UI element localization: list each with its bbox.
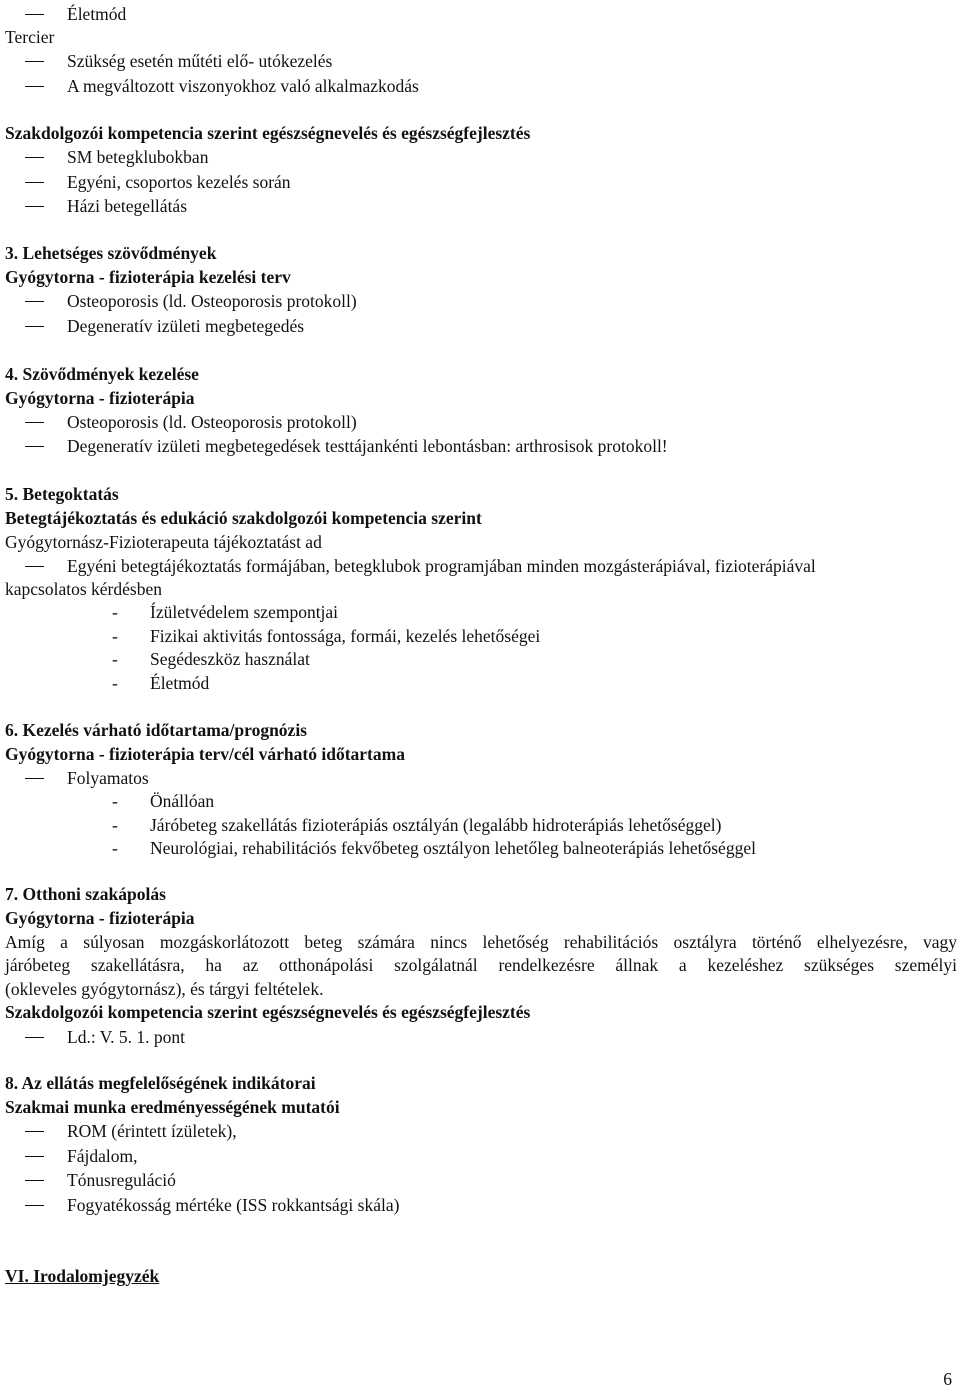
list-dash — [25, 326, 44, 327]
heading: Szakdolgozói kompetencia szerint egészségnevelés és egészségfejlesztés — [5, 123, 531, 143]
section-heading-5: 5. Betegoktatás — [5, 484, 119, 504]
list-dash — [25, 61, 44, 62]
section-subheading: Gyógytorna - fizioterápia kezelési terv — [5, 267, 291, 287]
list-dash — [25, 422, 44, 423]
list-item: Fájdalom, — [67, 1146, 138, 1166]
list-item: Tónusreguláció — [67, 1170, 176, 1190]
sublist-hyphen: - — [112, 649, 118, 669]
list-dash — [25, 86, 44, 87]
list-dash — [25, 206, 44, 207]
list-dash — [25, 1037, 44, 1038]
list-item: Degeneratív izületi megbetegedések testtájankénti lebontásban: arthrosisok protokoll! — [67, 436, 668, 456]
list-item: SM betegklubokban — [67, 147, 209, 167]
chapter-heading: VI. Irodalomjegyzék — [5, 1266, 160, 1286]
list-item: Fogyatékosság mértéke (ISS rokkantsági skála) — [67, 1195, 400, 1215]
list-item-continuation: kapcsolatos kérdésben — [5, 579, 162, 599]
sublist-item: Segédeszköz használat — [150, 649, 310, 669]
list-item: Osteoporosis (ld. Osteoporosis protokoll) — [67, 291, 357, 311]
list-item: Ld.: V. 5. 1. pont — [67, 1027, 185, 1047]
list-item: Degeneratív izületi megbetegedés — [67, 316, 305, 336]
paragraph-line: (okleveles gyógytornász), és tárgyi feltételek. — [5, 979, 324, 999]
sublist-hyphen: - — [112, 626, 118, 646]
sublist-hyphen: - — [112, 838, 118, 858]
sublist-hyphen: - — [112, 602, 118, 622]
section-heading-4: 4. Szövődmények kezelése — [5, 364, 199, 384]
sublist-item: Neurológiai, rehabilitációs fekvőbeteg osztályon lehetőleg balneoterápiás lehetőséggel — [150, 838, 756, 858]
list-dash — [25, 778, 44, 779]
sublist-item: Önállóan — [150, 791, 215, 811]
list-item: Egyéni betegtájékoztatás formájában, betegklubok programjában minden mozgásterápiával, fizioterápiával — [67, 556, 816, 576]
list-item: Házi betegellátás — [67, 196, 188, 216]
sublist-item: Ízületvédelem szempontjai — [150, 602, 339, 622]
page-number: 6 — [943, 1369, 952, 1389]
sublist-item: Járóbeteg szakellátás fizioterápiás osztályán (legalább hidroterápiás lehetőséggel) — [150, 815, 722, 835]
sublist-item: Életmód — [150, 673, 210, 693]
sublist-hyphen: - — [112, 815, 118, 835]
section-subheading: Gyógytorna - fizioterápia — [5, 908, 195, 928]
section-label-tercier: Tercier — [5, 27, 55, 47]
section-heading-8: 8. Az ellátás megfelelőségének indikátorai — [5, 1073, 316, 1093]
list-dash — [25, 566, 44, 567]
section-heading-3: 3. Lehetséges szövődmények — [5, 243, 217, 263]
list-item: Folyamatos — [67, 768, 149, 788]
section-subheading: Szakmai munka eredményességének mutatói — [5, 1097, 340, 1117]
section-subheading: Betegtájékoztatás és edukáció szakdolgozói kompetencia szerint — [5, 508, 482, 528]
list-dash — [25, 446, 44, 447]
heading: Szakdolgozói kompetencia szerint egészségnevelés és egészségfejlesztés — [5, 1002, 531, 1022]
section-subheading: Gyógytorna - fizioterápia terv/cél várható időtartama — [5, 744, 405, 764]
list-item: Életmód — [67, 4, 127, 24]
sublist-hyphen: - — [112, 673, 118, 693]
sublist-item: Fizikai aktivitás fontossága, formái, kezelés lehetőségei — [150, 626, 541, 646]
list-item: Egyéni, csoportos kezelés során — [67, 172, 291, 192]
list-item: Szükség esetén műtéti elő- utókezelés — [67, 51, 333, 71]
section-subheading: Gyógytorna - fizioterápia — [5, 388, 195, 408]
list-dash — [25, 1156, 44, 1157]
sublist-hyphen: - — [112, 791, 118, 811]
section-heading-6: 6. Kezelés várható időtartama/prognózis — [5, 720, 307, 740]
paragraph-line: járóbeteg szakellátásra, ha az otthonápolási szolgálatnál rendelkezésre állnak a kezeléshez szükséges személyi — [5, 955, 957, 975]
paragraph-line: Amíg a súlyosan mozgáskorlátozott beteg számára nincs lehetőség rehabilitációs osztályra történő elhelyezésre, vagy — [5, 932, 957, 952]
paragraph: Gyógytornász-Fizioterapeuta tájékoztatást ad — [5, 532, 322, 552]
list-dash — [25, 1205, 44, 1206]
section-heading-7: 7. Otthoni szakápolás — [5, 884, 166, 904]
list-dash — [25, 157, 44, 158]
list-item: Osteoporosis (ld. Osteoporosis protokoll) — [67, 412, 357, 432]
list-dash — [25, 1131, 44, 1132]
list-dash — [25, 14, 44, 15]
list-dash — [25, 182, 44, 183]
list-item: ROM (érintett ízületek), — [67, 1121, 237, 1141]
list-dash — [25, 1180, 44, 1181]
list-item: A megváltozott viszonyokhoz való alkalmazkodás — [67, 76, 419, 96]
list-dash — [25, 301, 44, 302]
